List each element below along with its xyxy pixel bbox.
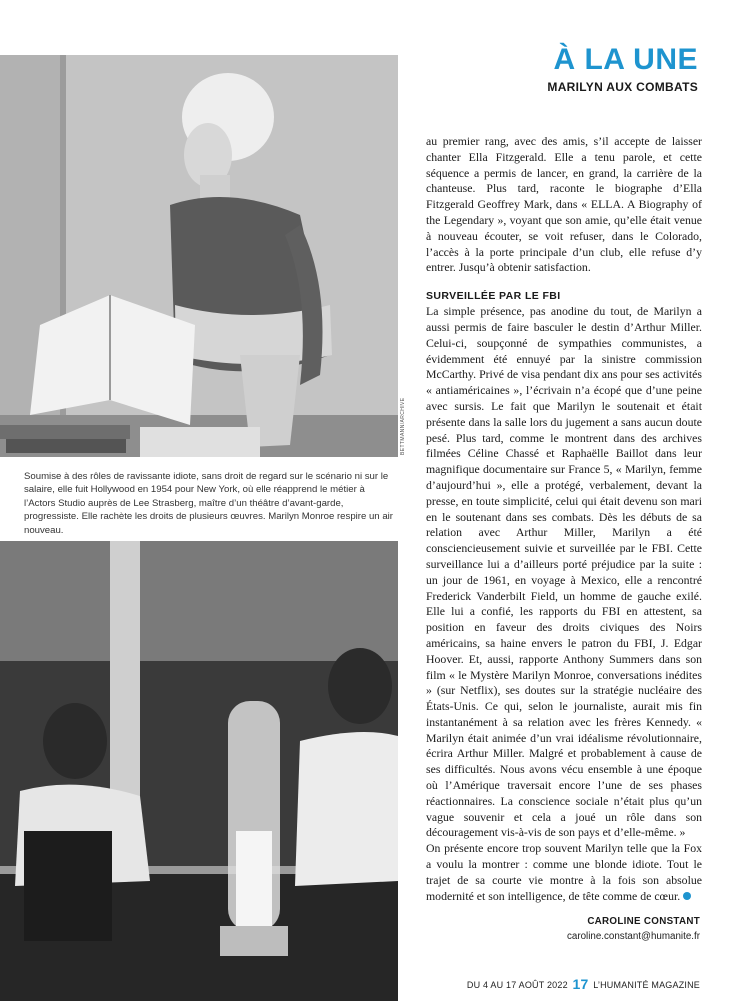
publication-name: L’HUMANITÉ MAGAZINE (593, 980, 700, 990)
section-title: À LA UNE (553, 43, 698, 76)
photo-illustration-top (0, 55, 398, 457)
article-body: La simple présence, pas anodine du tout, de Marilyn a aussi permis de faire basculer le destin d’Arthur Miller. Celui-ci, soupçonné de sympathies communistes, a évidemment été ennuyé par la sinistre commission McCarthy. Privé de visa pendant dix ans pour ses activités « antiaméricaines », l’écrivain n’a écopé que d’une peine avec sursis. Le fait que Marilyn le soutenait et était présente dans la salle lors du jugement a sans aucun doute pesé. Plus tard, comme le montrent dans des archives filmées Céline Chassé et Raphaëlle Baillot dans leur magnifique documentaire sur France 5, « Marilyn, femme d’aujourd’hui », elle a protégé, verbalement, devant la presse, en toute simplicité, celui qui était devenu son mari en le soutenant dans ses combats. Dès les débuts de sa relation avec Arthur Miller, Marilyn a été consciencieusement suivie et surveillée par le FBI. Cette surveillance lui a d’ailleurs porté préjudice par la suite : un jour de 1961, en voyage à Mexico, elle a rencontré Frederick Vanderbilt Field, un homme de gauche exilé. Elle lui a confié, les rapports du FBI en attestent, sa position en faveur des droits civiques des Noirs américains, sa haine envers le patron du FBI, J. Edgar Hoover. Et, aussi, rapporte Anthony Summers dans son film « le Mystère Marilyn Monroe, conversations inédites » (sur Netflix), ses doutes sur la stratégie nucléaire des États-Unis. Ce qui, selon le journaliste, aurait mis fin instantanément à sa relation avec les frères Kennedy. « Marilyn était animée d’un vrai idéalisme révolutionnaire, écrira Arthur Miller. Malgré et probablement à cause de ses difficultés. Nous avons vécu ensemble à une époque où l’Amérique traversait encore l’une de ses phases réactionnaires. La conscience sociale n’était plus qu’un vague souvenir et cela a joué un rôle dans son découragement vis-à-vis de son pays et d’elle-même. » (426, 304, 702, 840)
photo-credit (400, 385, 410, 455)
page-footer (467, 976, 700, 992)
author-signature (567, 916, 700, 942)
marilyn-reading-photo (0, 55, 398, 457)
photo-credit-text: BETTMANN/ARCHIVE (400, 397, 406, 455)
author-email: caroline.constant@humanite.fr (566, 931, 700, 942)
section-header (547, 44, 698, 94)
photo-caption: Soumise à des rôles de ravissante idiote, sans droit de regard sur le scénario ni sur le salaire, elle fuit Hollywood en 1954 pour New York, où elle réapprend le métier à l’Actors Studio auprès de Lee Strasberg, maître d’un théâtre d’avant-garde, progressiste. Elle rachète les droits de plusieurs œuvres. Marilyn Monroe respire un air nouveau. (24, 471, 393, 536)
section-subtitle: MARILYN AUX COMBATS (547, 80, 698, 94)
article-closing (426, 841, 702, 904)
article-intro: au premier rang, avec des amis, s’il accepte de laisser chanter Ella Fitzgerald. Elle a tenu parole, et cette séquence a permis de lancer, en grand, la carrière de la chanteuse. Plus tard, raconte le biographe d’Ella Fitzgerald Geoffrey Mark, dans « ELLA. A Biography of the Legendary », voyant que son amie, qu’elle était venue à nouveau écouter, se voit refuser, dans le Colorado, l’accès à la porte principale d’un club, elle refuse d’y entrer. Jusqu’à obtenir satisfaction. (426, 134, 702, 275)
photo-illustration-bottom (0, 541, 398, 1001)
two-boys-photo (0, 541, 398, 1001)
page-number: 17 (572, 976, 589, 992)
article-column (426, 134, 702, 904)
author-name: CAROLINE CONSTANT (587, 916, 700, 927)
issue-dates: DU 4 AU 17 AOÛT 2022 (466, 980, 568, 990)
article-subhead: SURVEILLÉE PAR LE FBI (426, 290, 561, 303)
end-mark-icon (683, 892, 691, 900)
article-closing-text: On présente encore trop souvent Marilyn telle que la Fox a voulu la montrer : comme une blonde idiote. Tout le trajet de sa courte vie montre à la fois son absolue modernité et son intelligence, de tête comme de cœur. (426, 841, 702, 903)
